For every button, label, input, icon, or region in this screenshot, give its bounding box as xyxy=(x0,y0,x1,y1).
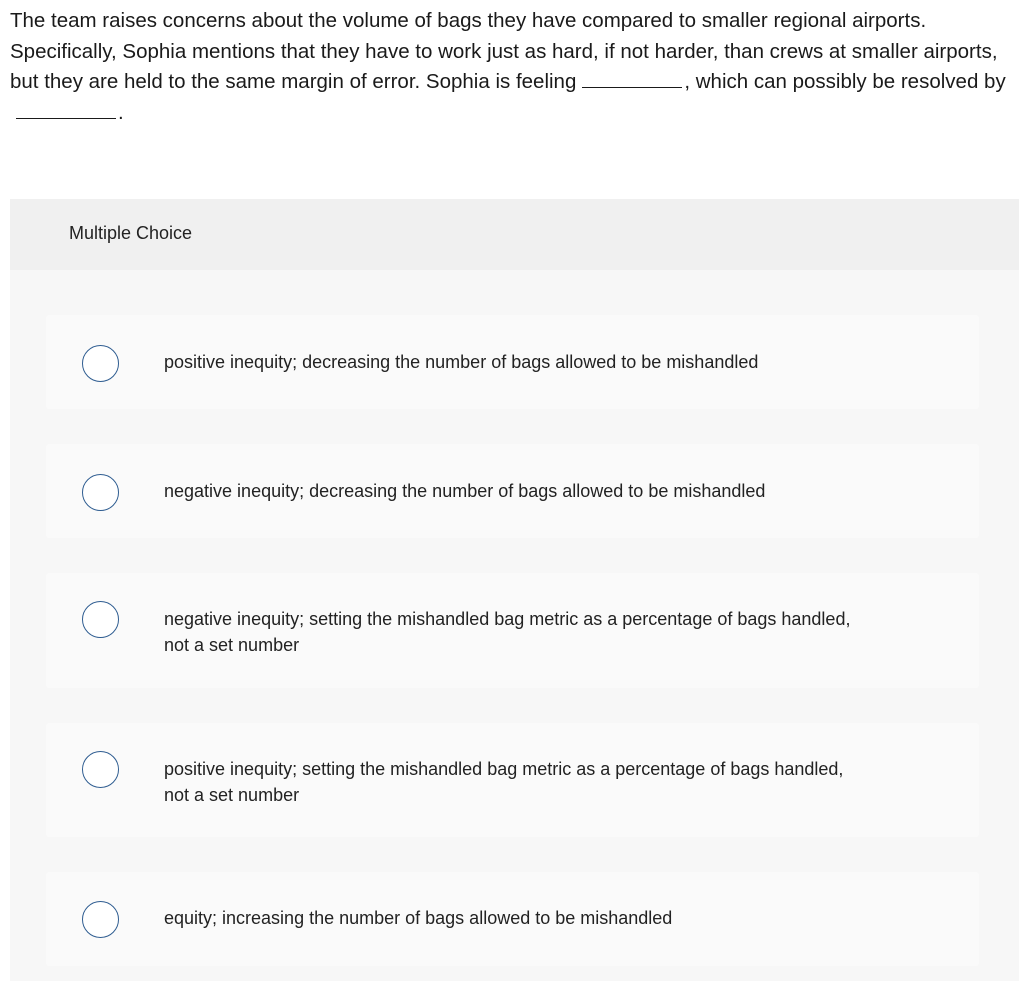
answer-option-2[interactable] xyxy=(46,444,979,538)
question-text xyxy=(10,6,1014,128)
question-text-part3: . xyxy=(118,100,124,124)
radio-button-option-1[interactable] xyxy=(82,345,119,382)
radio-button-option-4[interactable] xyxy=(82,751,119,788)
answer-option-4[interactable] xyxy=(46,723,979,837)
multiple-choice-header xyxy=(10,199,1019,270)
answer-option-3-label: negative inequity; setting the mishandled bag metric as a percentage of bags handled, not a set number xyxy=(164,609,851,655)
radio-button-option-3[interactable] xyxy=(82,601,119,638)
question-text-part1: The team raises concerns about the volume of bags they have compared to smaller regional airports. Specifically, Sophia mentions that they have to work just as hard, if not harder, than crews at smaller airports, but they are held to the same margin of error. Sophia is feeling xyxy=(10,9,998,93)
answer-blank-2 xyxy=(16,98,116,119)
radio-button-option-5[interactable] xyxy=(82,901,119,938)
answer-option-5[interactable] xyxy=(46,872,979,966)
multiple-choice-panel xyxy=(10,199,1019,981)
answer-blank-1 xyxy=(582,67,682,88)
answer-option-4-label: positive inequity; setting the mishandled bag metric as a percentage of bags handled, not a set number xyxy=(164,759,844,805)
answer-option-1-label: positive inequity; decreasing the number of bags allowed to be mishandled xyxy=(164,352,759,372)
answer-option-1[interactable] xyxy=(46,315,979,409)
answer-option-2-label: negative inequity; decreasing the number of bags allowed to be mishandled xyxy=(164,481,766,501)
answer-option-5-label: equity; increasing the number of bags allowed to be mishandled xyxy=(164,908,673,928)
radio-button-option-2[interactable] xyxy=(82,474,119,511)
question-text-part2: , which can possibly be resolved by xyxy=(684,70,1006,93)
multiple-choice-label: Multiple Choice xyxy=(69,223,193,243)
answer-option-3[interactable] xyxy=(46,573,979,688)
